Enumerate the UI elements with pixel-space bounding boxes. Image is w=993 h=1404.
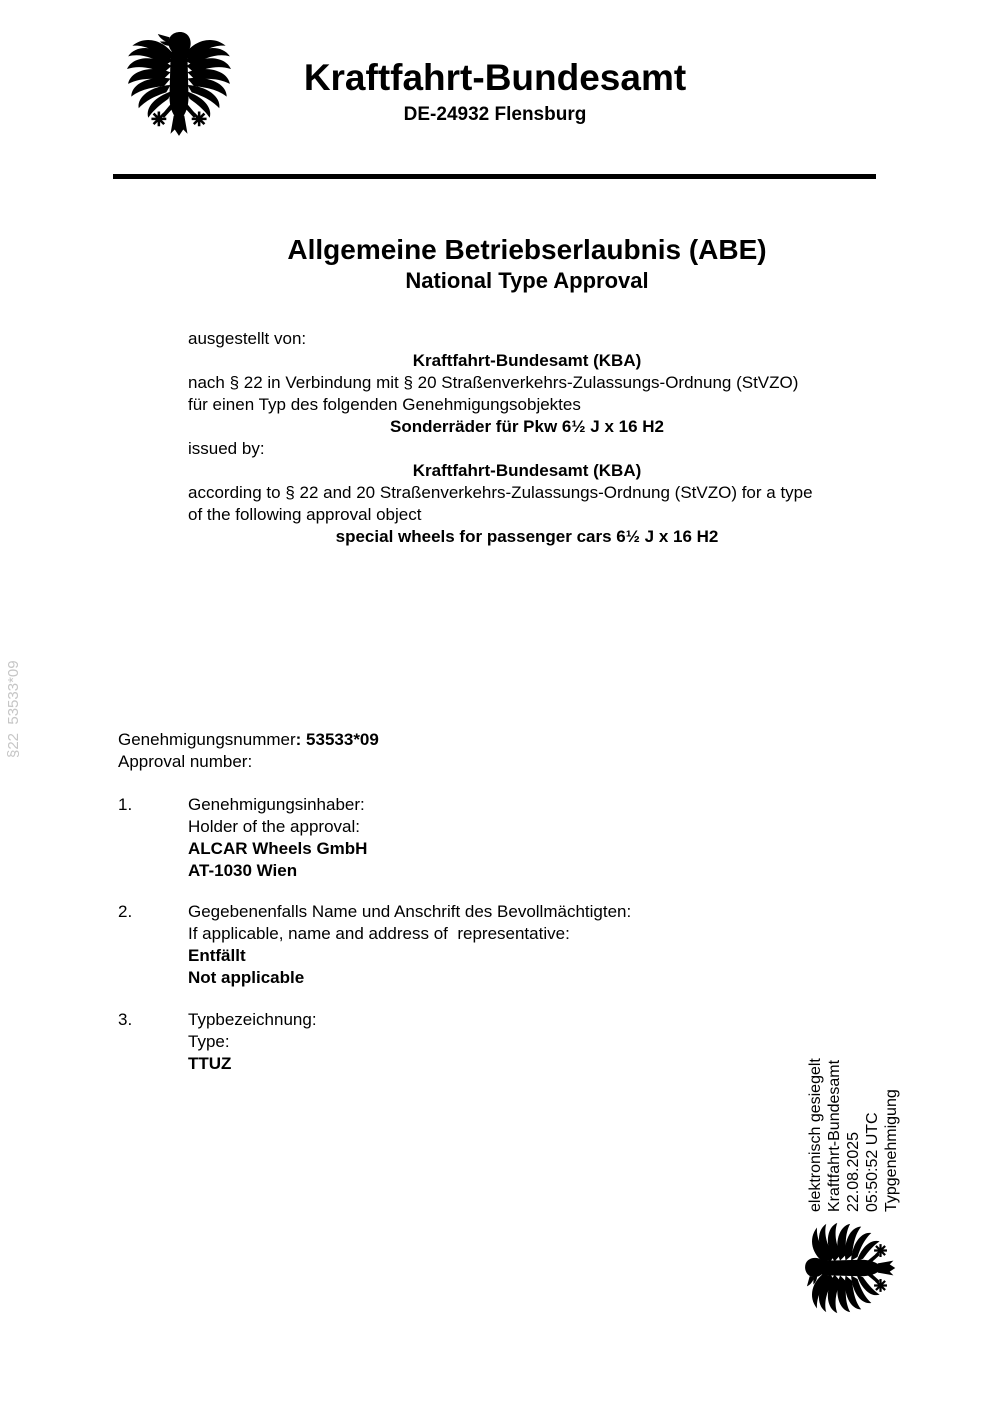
authority-name-de: Kraftfahrt-Bundesamt (KBA) [412,351,642,370]
seal-line: Typgenehmigung [883,1089,900,1212]
federal-eagle-logo-icon [126,30,232,142]
list-item-1 [118,794,866,882]
item-number: 1. [118,795,133,814]
item-list [118,794,866,1075]
item-label-en: Type: [188,1032,230,1051]
item-number: 3. [118,1010,133,1029]
approval-number-value: : 53533*09 [295,730,379,749]
approval-number-line-de [118,729,379,751]
header-divider [113,174,876,179]
approval-number [118,729,379,773]
legal-basis-de-line2: für einen Typ des folgenden Genehmigungsobjektes [188,395,581,414]
agency-header [238,56,752,126]
item-label-de: Genehmigungsinhaber: [188,795,365,814]
approval-number-label-de: Genehmigungsnummer [118,730,296,749]
left-margin-watermark: §22 53533*09 [5,660,22,758]
issued-by-label-en: issued by: [188,439,265,458]
item-value-2: Not applicable [188,968,305,987]
document-title [188,234,866,294]
document-title-english: National Type Approval [405,268,649,293]
item-label-en: If applicable, name and address of representative: [188,924,570,943]
seal-line: Kraftfahrt-Bundesamt [826,1059,843,1212]
item-label-de: Gegebenenfalls Name und Anschrift des Bevollmächtigten: [188,902,632,921]
seal-line: 05:50:52 UTC [864,1112,881,1212]
approval-object-en: special wheels for passenger cars 6½ J x 16 H2 [335,527,719,546]
item-value-1: ALCAR Wheels GmbH [188,839,368,858]
seal-line: elektronisch gesiegelt [807,1058,824,1212]
approval-number-label-en: Approval number: [118,752,253,771]
list-item-2 [118,901,866,989]
item-label-de: Typbezeichnung: [188,1010,317,1029]
approval-object-de: Sonderräder für Pkw 6½ J x 16 H2 [389,417,664,436]
item-value-1: TTUZ [188,1054,232,1073]
item-content [188,1009,866,1075]
item-value-2: AT-1030 Wien [188,861,298,880]
legal-basis-de-line1: nach § 22 in Verbindung mit § 20 Straßenverkehrs-Zulassungs-Ordnung (StVZO) [188,373,799,392]
document-title-german: Allgemeine Betriebserlaubnis (ABE) [287,234,767,265]
item-number: 2. [118,902,133,921]
item-content [188,901,866,989]
item-label-en: Holder of the approval: [188,817,360,836]
legal-basis-de [188,372,866,416]
list-item-3 [118,1009,866,1075]
item-value-1: Entfällt [188,946,246,965]
agency-name: Kraftfahrt-Bundesamt [303,57,687,98]
document-body [188,328,866,548]
seal-eagle-icon [804,1222,900,1314]
item-content [188,794,866,882]
issued-by-label-de: ausgestellt von: [188,329,307,348]
seal-line: 22.08.2025 [845,1131,862,1212]
authority-name-en: Kraftfahrt-Bundesamt (KBA) [412,461,642,480]
legal-basis-en [188,482,866,526]
legal-basis-en-line2: of the following approval object [188,505,422,524]
legal-basis-en-line1: according to § 22 and 20 Straßenverkehrs-Zulassungs-Ordnung (StVZO) for a type [188,483,813,502]
electronic-seal-text [806,1058,901,1212]
agency-address: DE-24932 Flensburg [403,104,587,125]
